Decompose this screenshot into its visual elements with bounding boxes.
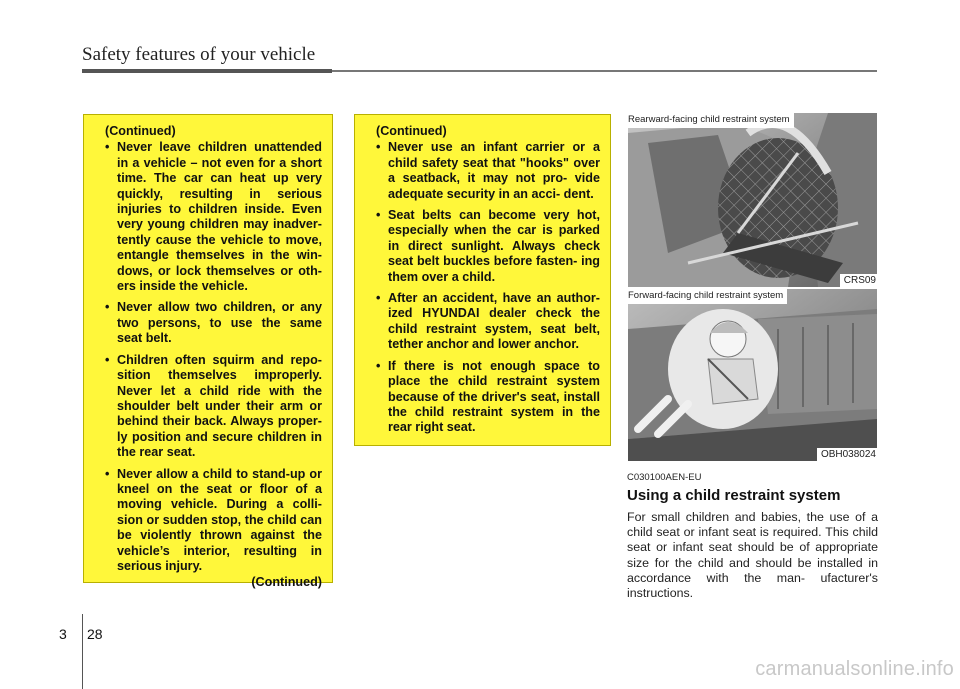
figure-rearward-facing (628, 113, 877, 287)
warning-bullet: • Children often squirm and repo- sition themselves improperly. Never let a child ride with the shoulder belt under their arm or behind their back. Always proper- ly position and secure children in the rear seat. (98, 353, 322, 461)
figure-caption: Rearward-facing child restraint system (628, 113, 794, 128)
figure-code: CRS09 (840, 274, 877, 287)
page-header-title: Safety features of your vehicle (82, 44, 316, 65)
page-chapter-number: 3 (59, 626, 67, 642)
warning-box-middle (354, 114, 611, 446)
continued-heading: (Continued) (105, 124, 176, 138)
forward-seat-illustration (628, 289, 877, 461)
continued-tail: (Continued) (251, 575, 322, 590)
warning-bullet: • Seat belts can become very hot, especially when the car is parked in direct sunlight. Always check seat belt buckles before fasten- ing them over a child. (369, 208, 600, 285)
continued-heading: (Continued) (376, 124, 447, 138)
section-body: For small children and babies, the use of a child seat or infant seat is required. This child seat or infant seat should be of appropriate size for the child and should be installed in accordance with the man- ufacturer's instructions. (627, 510, 878, 601)
rearward-seat-illustration (628, 113, 877, 287)
header-rule-thick (82, 69, 332, 73)
figure-forward-facing (628, 289, 877, 461)
warning-bullet: • Never allow two children, or any two persons, to use the same seat belt. (98, 300, 322, 346)
warning-box-left (83, 114, 333, 590)
figure-code: OBH038024 (817, 448, 877, 461)
warning-bullet: • If there is not enough space to place the child restraint system because of the driver's seat, install the child restraint system in the rear right seat. (369, 359, 600, 436)
header-rule-thin (332, 70, 877, 72)
page-number: 28 (87, 626, 103, 642)
warning-bullet: • Never leave children unattended in a vehicle – not even for a short time. The car can heat up very quickly, resulting in serious injuries to children inside. Even very young children may inadver- tently cause the vehicle to move, entangle themselves in the win- dows, or lock themselves or oth- ers inside the vehicle. (98, 140, 322, 294)
warning-bullet: • Never use an infant carrier or a child safety seat that "hooks" over a seatback, it may not pro- vide adequate security in an acci- dent. (369, 140, 600, 202)
figure-caption: Forward-facing child restraint system (628, 289, 787, 304)
footer-divider (82, 614, 83, 689)
section-code: C030100AEN-EU (627, 472, 702, 483)
section-heading: Using a child restraint system (627, 487, 841, 504)
watermark: carmanualsonline.info (755, 658, 954, 680)
warning-bullet: • After an accident, have an author- ized HYUNDAI dealer check the child restraint system, seat belt, tether anchor and lower anchor. (369, 291, 600, 353)
warning-bullet: • Never allow a child to stand-up or kneel on the seat or floor of a moving vehicle. During a colli- sion or sudden stop, the child can be violently thrown against the vehicle’s interior, resulting in serious injury. (98, 467, 322, 575)
